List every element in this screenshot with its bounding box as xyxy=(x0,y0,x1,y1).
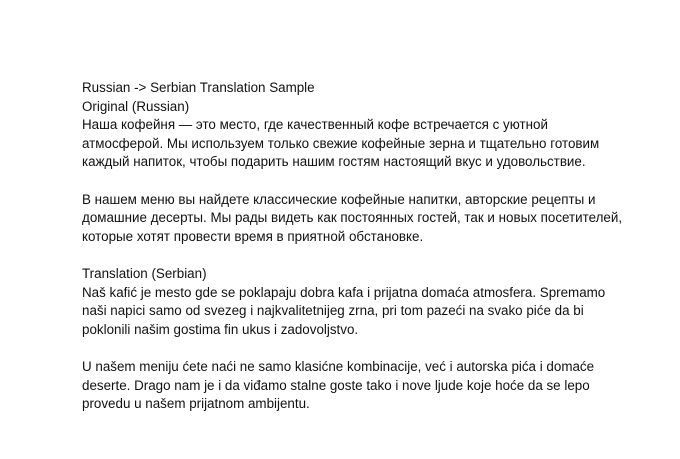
paragraph-line: Naš kafić je mesto gde se poklapaju dobra kafa i prijatna domaća atmosfera. Spremamo xyxy=(82,284,606,300)
translation-paragraph-1 xyxy=(82,284,672,340)
translation-paragraph-2 xyxy=(82,358,672,414)
paragraph-spacer xyxy=(82,172,672,191)
original-paragraph-1 xyxy=(82,116,672,172)
paragraph-line: deserte. Drago nam je i da viđamo stalne goste tako i nove ljude koje hoće da se lepo xyxy=(82,377,590,393)
paragraph-line: provedu u našem prijatnom ambijentu. xyxy=(82,396,310,412)
paragraph-line: атмосферой. Мы используем только свежие кофейные зерна и тщательно готовим xyxy=(82,135,600,151)
original-paragraph-2 xyxy=(82,191,672,247)
paragraph-line: которые хотят провести время в приятной обстановке. xyxy=(82,228,424,244)
paragraph-line: U našem meniju ćete naći ne samo klasićne kombinacije, već i autorska pića i domaće xyxy=(82,358,595,374)
paragraph-line: В нашем меню вы найдете классические кофейные напитки, авторские рецепты и xyxy=(82,191,596,207)
paragraph-spacer xyxy=(82,339,672,358)
translation-heading: Translation (Serbian) xyxy=(82,265,207,281)
paragraph-line: Наша кофейня — это место, где качественный кофе встречается с уютной xyxy=(82,117,548,133)
paragraph-line: poklonili našim gostima fin ukus i zadovoljstvo. xyxy=(82,321,359,337)
paragraph-spacer xyxy=(82,246,672,265)
paragraph-line: каждый напиток, чтобы подарить нашим гостям настоящий вкус и удовольствие. xyxy=(82,154,586,170)
paragraph-line: naši napici samo od svezeg i najkvalitetnijeg zrna, pri tom pazeći na svako piće da bi xyxy=(82,303,584,319)
original-heading: Original (Russian) xyxy=(82,98,190,114)
paragraph-line: домашние десерты. Мы рады видеть как постоянных гостей, так и новых посетителей, xyxy=(82,210,623,226)
document-title: Russian -> Serbian Translation Sample xyxy=(82,80,315,95)
document-body xyxy=(82,79,672,414)
